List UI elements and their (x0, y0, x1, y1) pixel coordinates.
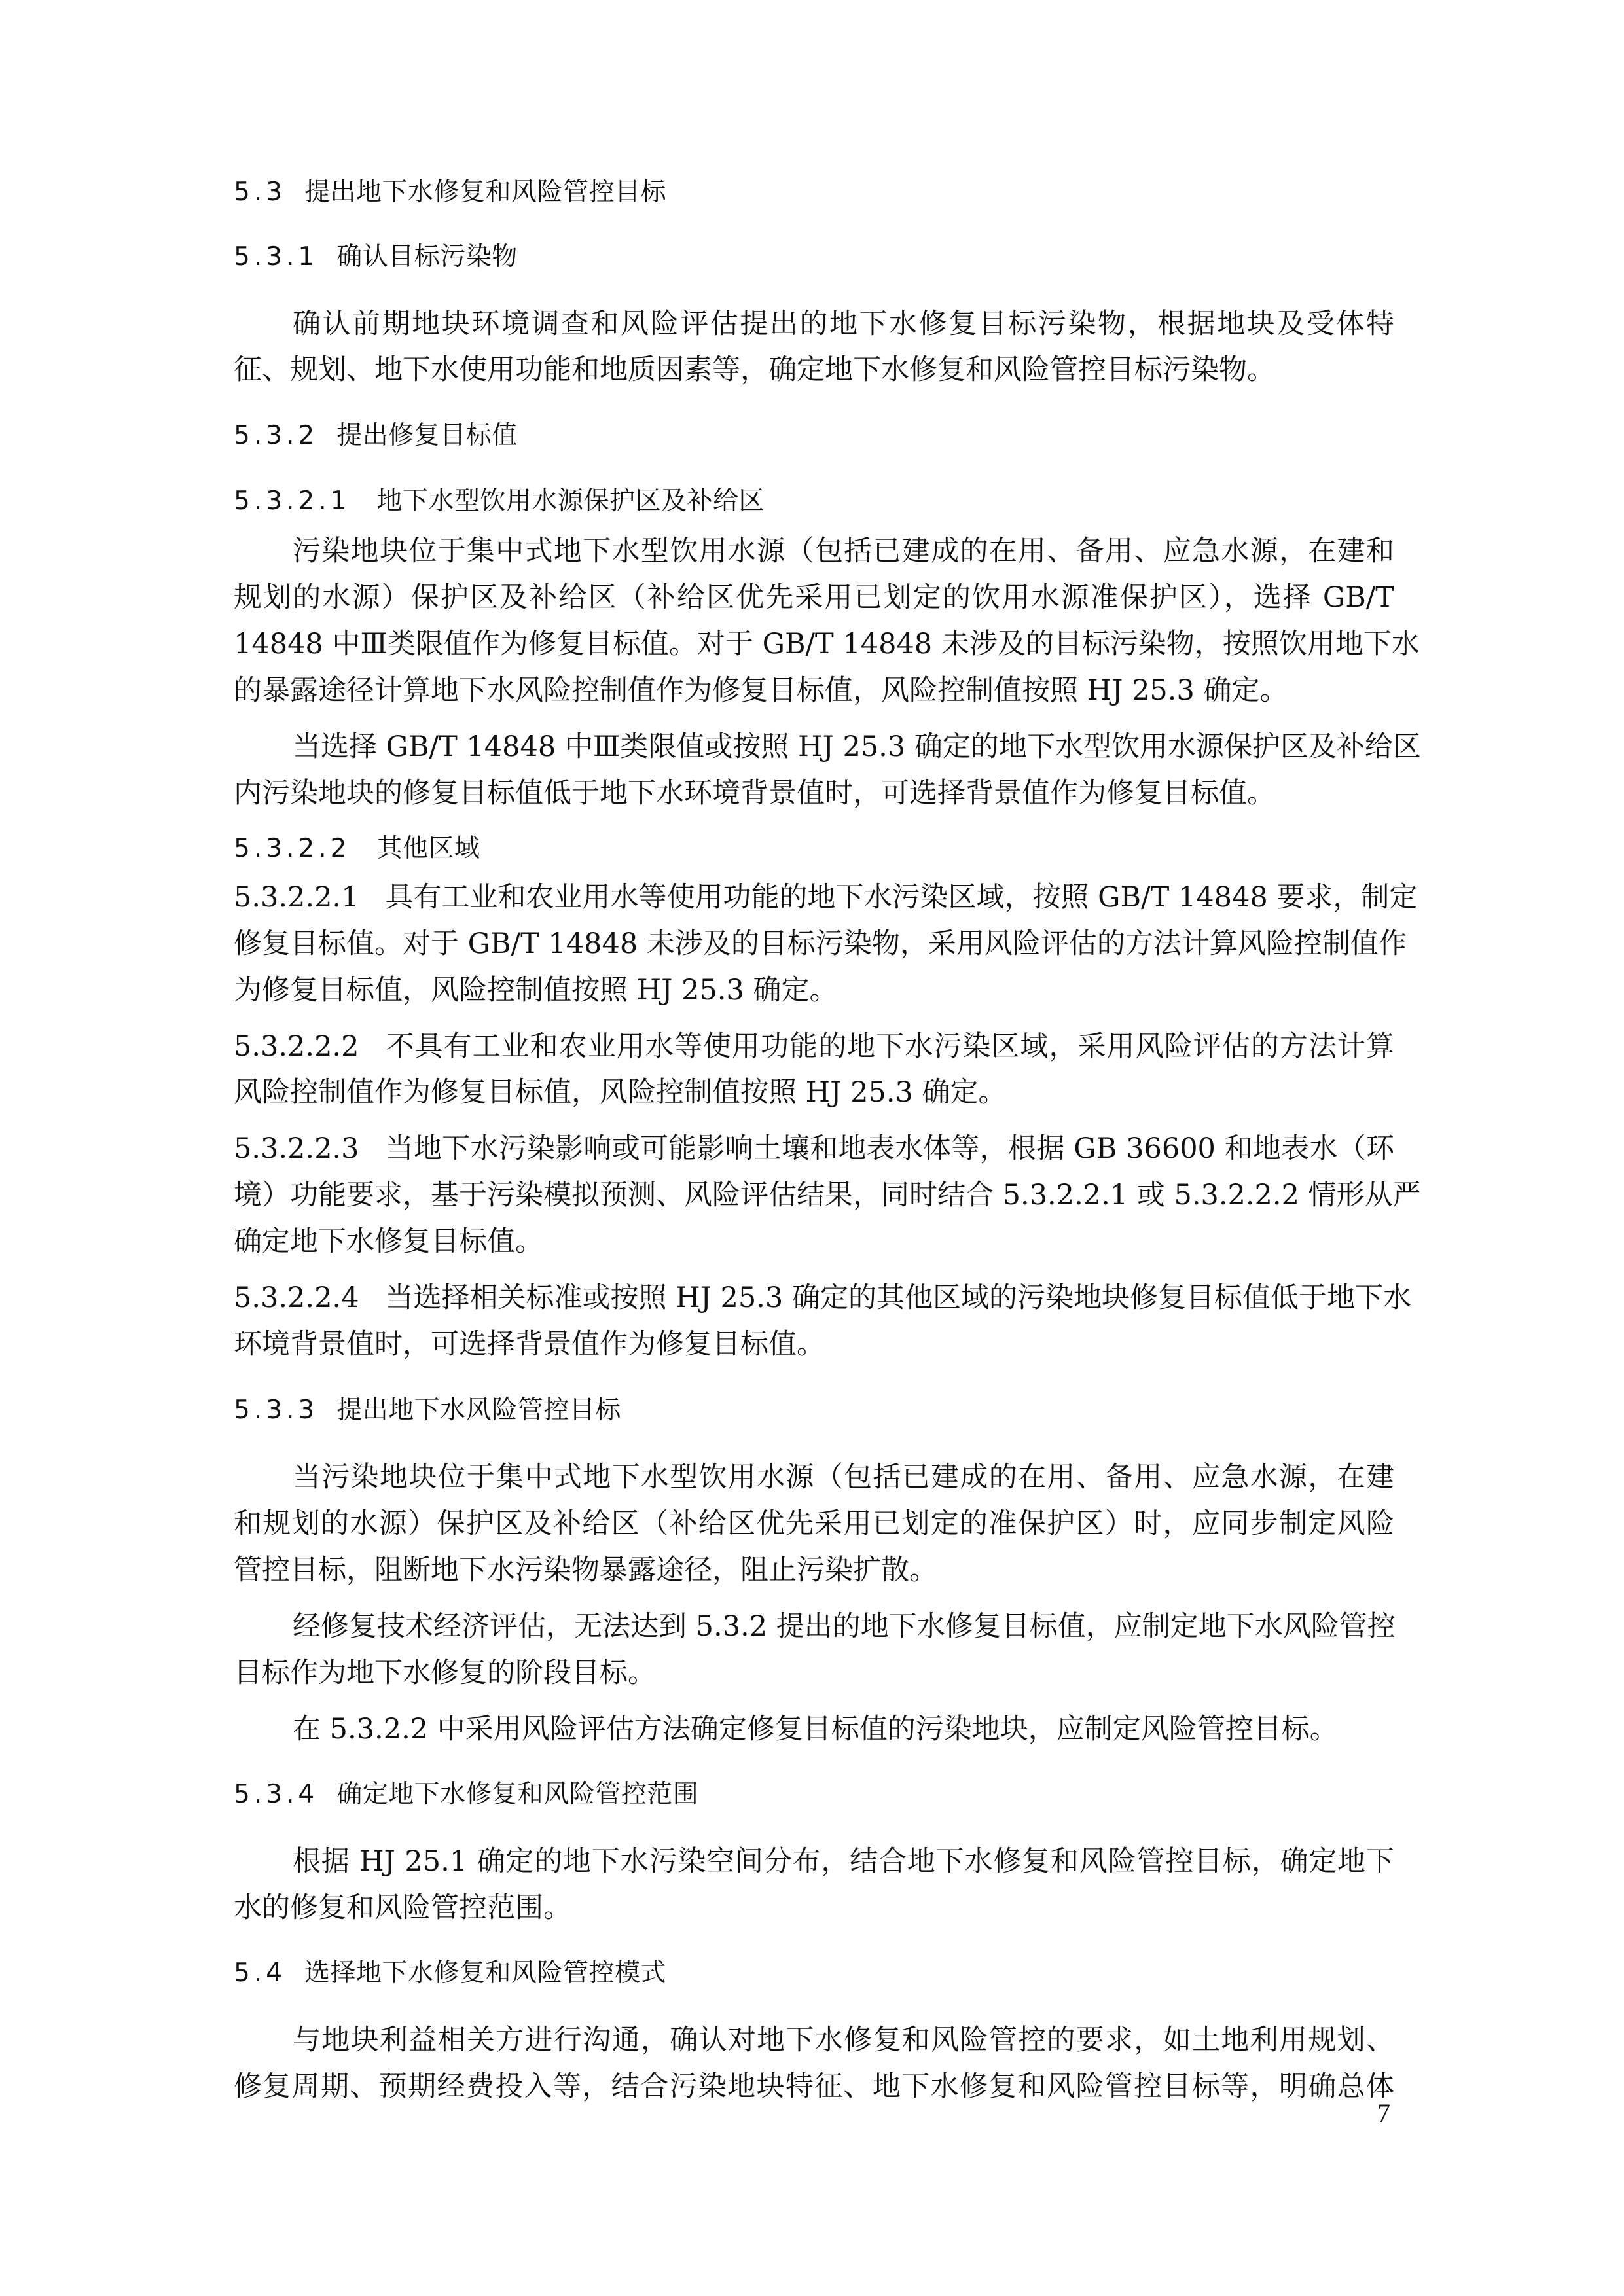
paragraph-line: 征、规划、地下水使用功能和地质因素等，确定地下水修复和风险管控目标污染物。 (234, 353, 1275, 386)
clause-number: 5.3.2.2.2 (234, 1030, 359, 1063)
clause-text: 不具有工业和农业用水等使用功能的地下水污染区域，采用风险评估的方法计算 (385, 1030, 1394, 1063)
clause-number: 5.3.2.2.4 (234, 1282, 359, 1314)
heading-title: 选择地下水修复和风险管控模式 (304, 1958, 667, 1988)
heading-5-3-1 (234, 240, 518, 274)
heading-5-3-2-2 (234, 832, 480, 866)
paragraph-line: 当选择 GB/T 14848 中Ⅲ类限值或按照 HJ 25.3 确定的地下水型饮用水源保护区及补给区 (293, 730, 1421, 763)
paragraph-line: 根据 HJ 25.1 确定的地下水污染空间分布，结合地下水修复和风险管控目标，确定地下 (293, 1845, 1394, 1878)
paragraph-line: 管控目标，阻断地下水污染物暴露途径，阻止污染扩散。 (234, 1554, 937, 1587)
paragraph-line: 环境背景值时，可选择背景值作为修复目标值。 (234, 1328, 825, 1361)
heading-title: 确认目标污染物 (336, 242, 518, 272)
heading-title: 提出地下水修复和风险管控目标 (304, 177, 667, 207)
clause-line (234, 1281, 1411, 1315)
paragraph-line: 的暴露途径计算地下水风险控制值作为修复目标值，风险控制值按照 HJ 25.3 确定。 (234, 674, 1288, 707)
heading-title: 提出修复目标值 (336, 421, 518, 450)
clause-line (234, 1132, 1394, 1166)
paragraph-line: 修复周期、预期经费投入等，结合污染地块特征、地下水修复和风险管控目标等，明确总体 (234, 2070, 1394, 2103)
clause-number: 5.3.2.2.3 (234, 1132, 359, 1165)
paragraph-line: 风险控制值作为修复目标值，风险控制值按照 HJ 25.3 确定。 (234, 1076, 1007, 1109)
paragraph-line: 境）功能要求，基于污染模拟预测、风险评估结果，同时结合 5.3.2.2.1 或 5.3.2.2.2 情形从严 (234, 1179, 1421, 1211)
heading-number: 5.3.3 (234, 1395, 319, 1425)
heading-5-3 (234, 175, 666, 209)
paragraph-line: 确定地下水修复目标值。 (234, 1225, 543, 1258)
paragraph-line: 在 5.3.2.2 中采用风险评估方法确定修复目标值的污染地块，应制定风险管控目标。 (293, 1713, 1338, 1746)
heading-number: 5.3.2 (234, 421, 319, 450)
paragraph-line: 当污染地块位于集中式地下水型饮用水源（包括已建成的在用、备用、应急水源，在建 (293, 1461, 1394, 1494)
page-number: 7 (1377, 2098, 1390, 2128)
paragraph-line: 与地块利益相关方进行沟通，确认对地下水修复和风险管控的要求，如土地利用规划、 (293, 2024, 1394, 2056)
heading-5-4 (234, 1956, 666, 1990)
heading-number: 5.3 (234, 177, 287, 207)
clause-text: 当选择相关标准或按照 HJ 25.3 确定的其他区域的污染地块修复目标值低于地下水 (385, 1282, 1411, 1314)
paragraph-line: 修复目标值。对于 GB/T 14848 未涉及的目标污染物，采用风险评估的方法计算风险控制值作 (234, 927, 1407, 960)
paragraph-line: 经修复技术经济评估，无法达到 5.3.2 提出的地下水修复目标值，应制定地下水风险管控 (293, 1610, 1396, 1643)
heading-number: 5.3.2.2 (234, 834, 351, 863)
heading-5-3-4 (234, 1778, 698, 1812)
clause-line (234, 880, 1418, 914)
heading-number: 5.3.2.1 (234, 486, 351, 516)
document-page (234, 0, 1421, 2296)
paragraph-line: 内污染地块的修复目标值低于地下水环境背景值时，可选择背景值作为修复目标值。 (234, 777, 1275, 810)
heading-title: 地下水型饮用水源保护区及补给区 (376, 486, 765, 516)
paragraph-line: 规划的水源）保护区及补给区（补给区优先采用已划定的饮用水源准保护区），选择 GB/T (234, 581, 1394, 614)
paragraph-line: 水的修复和风险管控范围。 (234, 1892, 571, 1924)
heading-title: 其他区域 (376, 834, 480, 863)
clause-text: 当地下水污染影响或可能影响土壤和地表水体等，根据 GB 36600 和地表水（环 (385, 1132, 1394, 1165)
heading-number: 5.4 (234, 1958, 287, 1988)
clause-line (234, 1030, 1394, 1064)
clause-number: 5.3.2.2.1 (234, 881, 359, 914)
clause-text: 具有工业和农业用水等使用功能的地下水污染区域，按照 GB/T 14848 要求，制定 (385, 881, 1418, 914)
heading-title: 确定地下水修复和风险管控范围 (336, 1780, 699, 1809)
heading-number: 5.3.1 (234, 242, 319, 272)
paragraph-line: 污染地块位于集中式地下水型饮用水源（包括已建成的在用、备用、应急水源，在建和 (293, 535, 1394, 567)
paragraph-line: 14848 中Ⅲ类限值作为修复目标值。对于 GB/T 14848 未涉及的目标污染物，按照饮用地下水 (234, 628, 1420, 660)
paragraph-line: 确认前期地块环境调查和风险评估提出的地下水修复目标污染物，根据地块及受体特 (293, 308, 1394, 340)
heading-number: 5.3.4 (234, 1780, 319, 1809)
paragraph-line: 和规划的水源）保护区及补给区（补给区优先采用已划定的准保护区）时，应同步制定风险 (234, 1507, 1394, 1540)
paragraph-line: 目标作为地下水修复的阶段目标。 (234, 1657, 656, 1689)
heading-5-3-2-1 (234, 484, 765, 518)
heading-title: 提出地下水风险管控目标 (336, 1395, 621, 1425)
heading-5-3-3 (234, 1393, 621, 1427)
paragraph-line: 为修复目标值，风险控制值按照 HJ 25.3 确定。 (234, 974, 838, 1007)
heading-5-3-2 (234, 419, 518, 453)
